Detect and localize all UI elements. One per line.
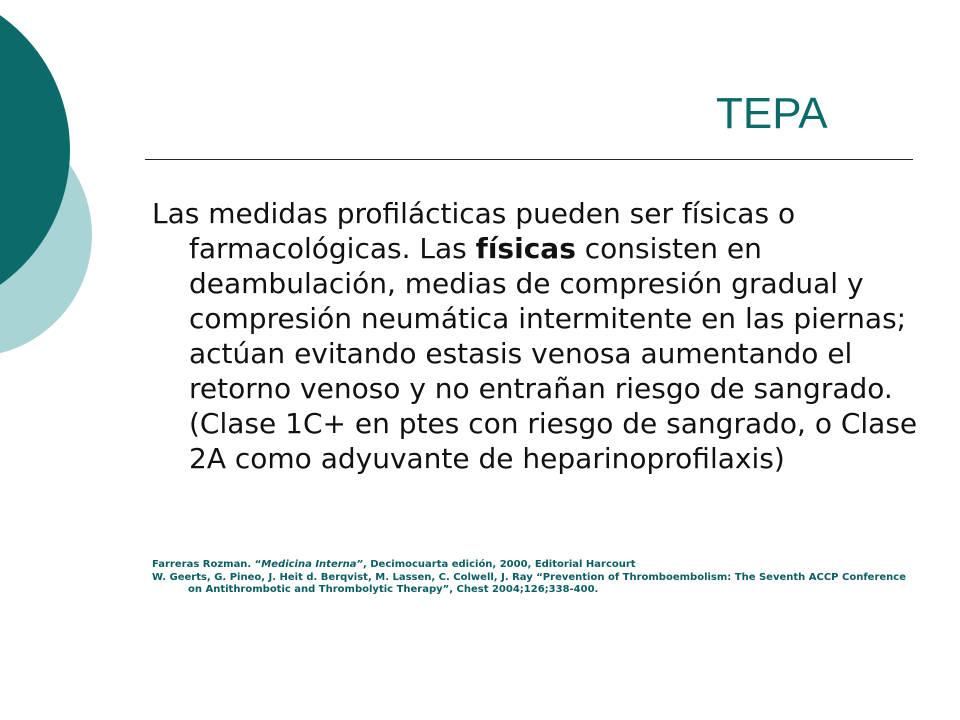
slide-title: TEPA	[716, 89, 828, 138]
slide-body-paragraph	[152, 196, 959, 476]
title-divider	[145, 159, 913, 160]
body-text-emphasis: físicas	[475, 232, 576, 265]
reference-1-italic: Medicina Interna”	[261, 559, 363, 570]
reference-1-after: , Decimocuarta edición, 2000, Editorial Harcourt	[362, 559, 636, 570]
dark-teal-circle	[0, 0, 70, 315]
light-teal-circle	[0, 113, 92, 357]
reference-1-before: Farreras Rozman. “	[152, 559, 262, 570]
reference-item: W. Geerts, G. Pineo, J. Heit d. Berqvist, M. Lassen, C. Colwell, J. Ray “Prevention of Thromboembolism: The Seventh ACCP Conference on Antithrombotic and Thrombolytic Therapy”, Chest 2004;126;338-400.	[152, 572, 906, 595]
references	[152, 559, 922, 597]
body-text-part2: consisten en deambulación, medias de compresión gradual y compresión neumática intermitente en las piernas; actúan evitando estasis venosa aumentando el retorno venoso y no entrañan riesgo de sangrado. (Clase 1C+ en ptes con riesgo de sangrado, o Clase 2A como adyuvante de heparinoprofilaxis)	[189, 232, 918, 475]
body-text-part1: Las medidas profilácticas pueden ser físicas o farmacológicas. Las	[152, 197, 796, 265]
reference-item	[152, 559, 922, 571]
